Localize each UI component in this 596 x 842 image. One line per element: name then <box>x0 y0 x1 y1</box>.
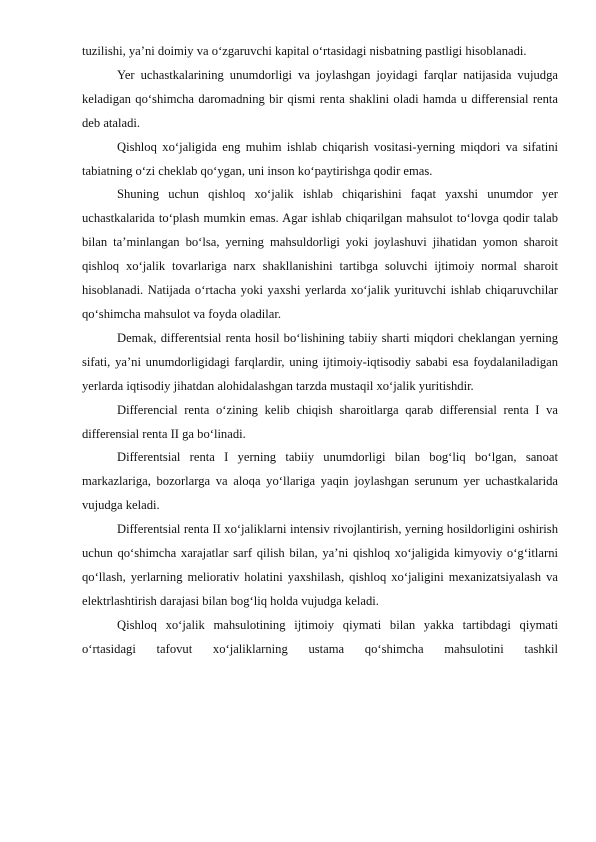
paragraph-2: Yer uchastkalarining unumdorligi va joylashgan joyidagi farqlar natijasida vujudga keladigan qo‘shimcha daromadning bir qismi renta shaklini oladi hamda u differensial renta deb ataladi. <box>82 67 558 130</box>
paragraph-5: Demak, differentsial renta hosil bo‘lishining tabiiy sharti miqdori cheklangan yerning sifati, ya’ni unumdorligidagi farqlardir, uning ijtimoiy-iqtisodiy sababi esa foydalaniladigan yerlarda iqtisodiy jihatdan alohidalashgan tarzda mustaqil xo‘jalik yuritishdir. <box>82 330 558 393</box>
paragraph-4: Shuning uchun qishloq xo‘jalik ishlab chiqarishini faqat yaxshi unumdor yer uchastkalarida to‘plash mumkin emas. Agar ishlab chiqarilgan mahsulot to‘lovga qodir talab bilan ta’minlangan bo‘lsa, yerning mahsuldorligi yoki joylashuvi jihatidan yomon sharoit qishloq xo‘jalik tovarlariga narx shakllanishini tartibga soluvchi ijtimoiy normal sharoit hisoblanadi. Natijada o‘rtacha yoki yaxshi yerlarda xo‘jalik yurituvchi ishlab chiqaruvchilar qo‘shimcha mahsulot va foyda oladilar. <box>82 187 558 321</box>
paragraph-1: tuzilishi, ya’ni doimiy va o‘zgaruvchi kapital o‘rtasidagi nisbatning pastligi hisoblanadi. <box>82 44 527 58</box>
document-page <box>82 40 558 662</box>
paragraph-7: Differentsial renta I yerning tabiiy unumdorligi bilan bog‘liq bo‘lgan, sanoat markazlariga, bozorlarga va aloqa yo‘llariga yaqin joylashgan serunum yer uchastkalarida vujudga keladi. <box>82 450 558 513</box>
paragraph-6: Differencial renta o‘zining kelib chiqish sharoitlarga qarab differensial renta I va differensial renta II ga bo‘linadi. <box>82 402 558 441</box>
paragraph-3: Qishloq xo‘jaligida eng muhim ishlab chiqarish vositasi-yerning miqdori va sifatini tabiatning o‘zi cheklab qo‘ygan, uni inson ko‘paytirishga qodir emas. <box>82 139 558 178</box>
paragraph-8: Differentsial renta II xo‘jaliklarni intensiv rivojlantirish, yerning hosildorligini oshirish uchun qo‘shimcha xarajatlar sarf qilish bilan, ya’ni qishloq xo‘jaligida kimyoviy o‘g‘itlarni qo‘llash, yerlarning meliorativ holatini yaxshilash, qishloq xo‘jaligini mexanizatsiyalash va elektrlashtirish darajasi bilan bog‘liq holda vujudga keladi. <box>82 522 558 608</box>
paragraph-9: Qishloq xo‘jalik mahsulotining ijtimoiy qiymati bilan yakka tartibdagi qiymati o‘rtasidagi tafovut xo‘jaliklarning ustama qo‘shimcha mahsulotini tashkil <box>82 617 558 656</box>
